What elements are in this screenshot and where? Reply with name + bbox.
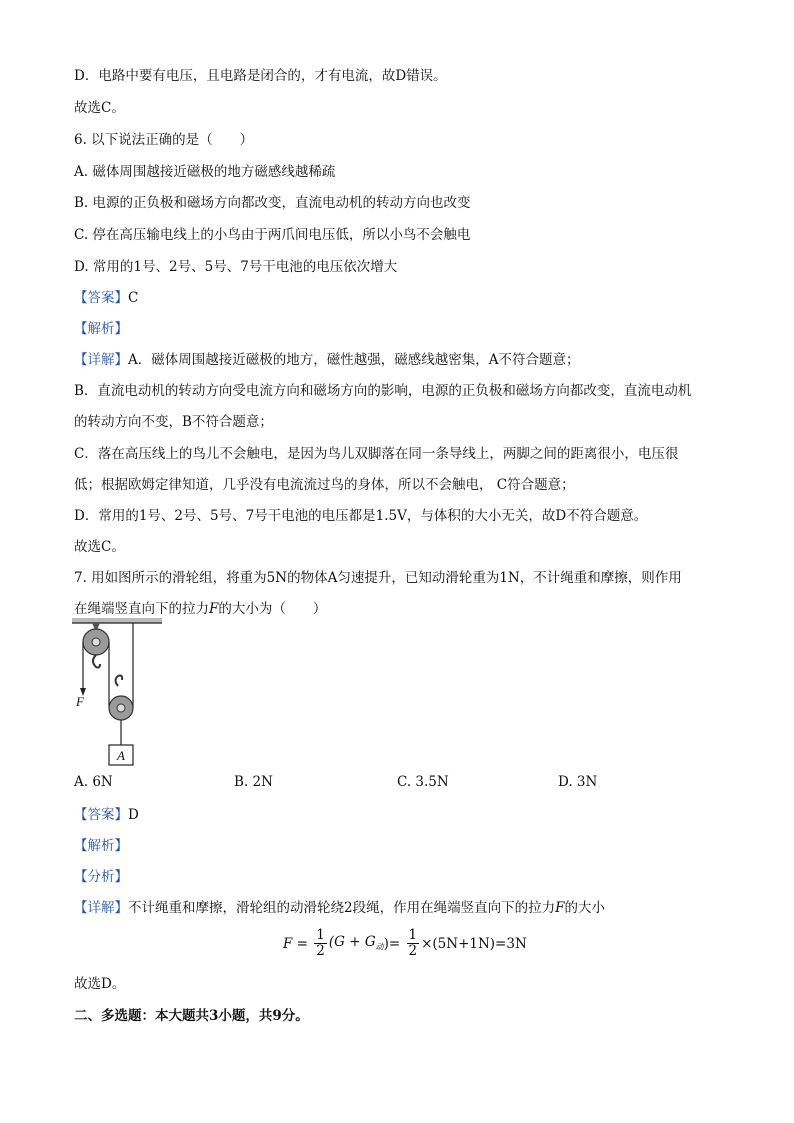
formula-lhs: F = — [283, 935, 308, 952]
detail-tag: 【详解】 — [74, 900, 128, 916]
ceiling — [72, 618, 162, 623]
formula-rhs: ×(5N+1N)=3N — [421, 935, 527, 952]
fraction — [407, 928, 420, 959]
formula-equals: )= — [383, 935, 401, 952]
text-line: 故选C。 — [74, 539, 125, 555]
detail-tag: 【详解】 — [74, 352, 128, 368]
text-line: D．电路中要有电压，且电路是闭合的，才有电流，故D错误。 — [74, 68, 447, 84]
text-span: 的大小为（ ） — [218, 601, 327, 617]
force-symbol: F — [555, 900, 565, 916]
text-span: 在绳端竖直向下的拉力 — [74, 601, 209, 617]
analysis-tag: 【解析】 — [74, 838, 128, 854]
numerator: 1 — [316, 927, 325, 943]
question-6-option-c: C. 停在高压输电线上的小鸟由于两爪间电压低，所以小鸟不会触电 — [74, 227, 471, 243]
pulley-figure — [70, 618, 170, 768]
question-6-option-d: D. 常用的1号、2号、5号、7号干电池的电压依次增大 — [74, 259, 398, 275]
question-6-option-b: B. 电源的正负极和磁场方向都改变，直流电动机的转动方向也改变 — [74, 195, 471, 211]
section-heading: 二、多选题：本大题共3小题，共9分。 — [74, 1008, 309, 1024]
detail-text: A．磁体周围越接近磁极的地方，磁性越强，磁感线越密集，A不符合题意； — [128, 352, 580, 368]
formula-paren — [329, 934, 384, 953]
answer-value: C — [128, 290, 139, 306]
movable-pulley-hook — [116, 676, 123, 687]
choice-b: B. 2N — [234, 774, 273, 790]
detail-6-c1: C．落在高压线上的鸟儿不会触电，是因为鸟儿双脚落在同一条导线上，两脚之间的距离很小，电压很 — [74, 446, 679, 462]
block-label: A — [117, 748, 125, 763]
analysis-tag: 【解析】 — [74, 321, 128, 337]
text-line: 故选C。 — [74, 100, 125, 116]
text-span: (G + G — [328, 934, 376, 951]
fixed-pulley-hook — [93, 655, 100, 668]
answer-6 — [74, 289, 138, 307]
detail-7 — [74, 899, 605, 917]
subscript: 动 — [375, 942, 384, 952]
denominator: 2 — [408, 943, 418, 959]
question-6-option-a: A. 磁体周围越接近磁极的地方磁感线越稀疏 — [74, 164, 336, 180]
answer-tag: 【答案】 — [74, 807, 128, 823]
denominator: 2 — [316, 943, 325, 959]
question-6-stem: 6. 以下说法正确的是（ ） — [74, 132, 254, 148]
question-7-stem-2 — [74, 600, 326, 618]
analysis-subtag: 【分析】 — [74, 869, 128, 885]
answer-7 — [74, 806, 139, 824]
detail-6-b2: 的转动方向不变，B不符合题意； — [74, 414, 273, 430]
detail-6-a — [74, 351, 580, 369]
force-label: F — [76, 694, 84, 709]
choice-a: A. 6N — [74, 774, 113, 790]
formula — [283, 928, 527, 968]
detail-6-c2: 低；根据欧姆定律知道，几乎没有电流流过鸟的身体，所以不会触电， C符合题意； — [74, 477, 575, 493]
fraction — [314, 928, 327, 959]
text-line: 故选D。 — [74, 976, 126, 992]
choice-c: C. 3.5N — [397, 774, 449, 790]
numerator: 1 — [408, 927, 418, 943]
answer-tag: 【答案】 — [74, 290, 128, 306]
detail-6-b1: B．直流电动机的转动方向受电流方向和磁场方向的影响，电源的正负极和磁场方向都改变，直流电动机 — [74, 383, 692, 399]
text-span: 的大小 — [564, 900, 605, 916]
choice-d: D. 3N — [558, 774, 598, 790]
detail-6-d: D．常用的1号、2号、5号、7号干电池的电压都是1.5V，与体积的大小无关，故D不符合题意。 — [74, 508, 648, 524]
text-span: 不计绳重和摩擦，滑轮组的动滑轮绕2段绳，作用在绳端竖直向下的拉力 — [128, 900, 556, 916]
question-7-stem: 7. 用如图所示的滑轮组，将重为5N的物体A匀速提升，已知动滑轮重为1N，不计绳重和摩擦，则作用 — [74, 570, 682, 586]
question-7-choices — [74, 774, 734, 792]
answer-value: D — [128, 807, 139, 823]
force-symbol: F — [209, 601, 219, 617]
